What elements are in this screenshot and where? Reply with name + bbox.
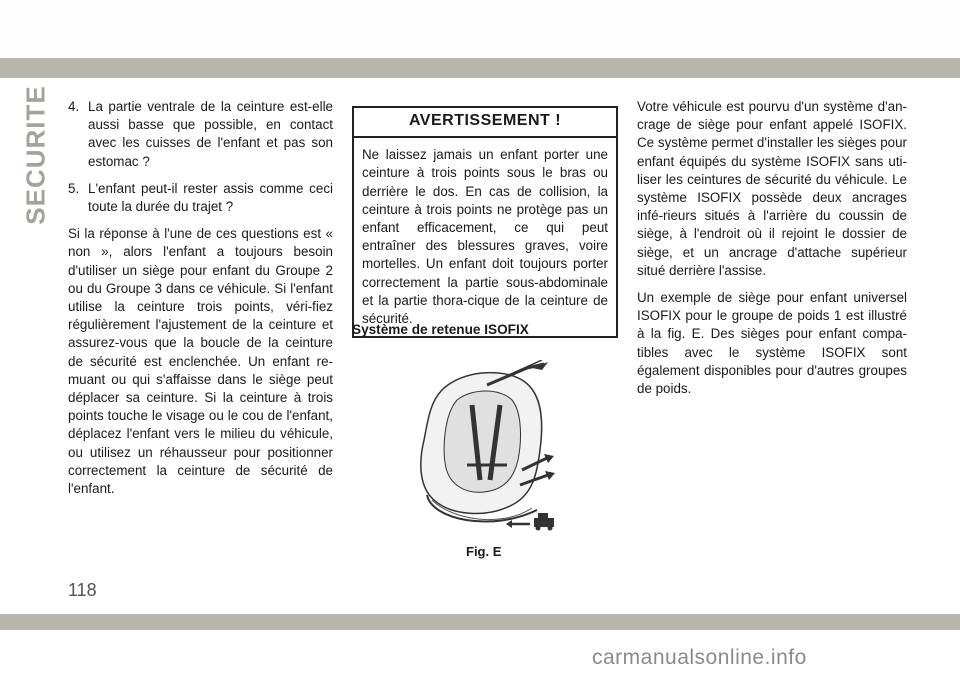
section-tab xyxy=(16,85,56,225)
list-item-5 xyxy=(68,180,333,216)
body-paragraph: Si la réponse à l'une de ces questions est « non », alors l'enfant a toujours besoin d'utiliser un siège pour enfant du Groupe 2 ou du Groupe 3 dans ce véhicule. Si l'enfant utilise la ceinture trois points, véri-fiez régulièrement l'ajustement de la ceinture et assurez-vous que la boucle de la ceinture de sécurité est enclenchée. Un enfant re-muant ou qui s'affaisse dans le siège peut déplacer sa ceinture. Si la ceinture à trois points touche le visage ou le cou de l'enfant, déplacez l'enfant vers le milieu du véhicule, ou utilisez un réhausseur pour positionner correctement la ceinture de sécurité de l'enfant. xyxy=(68,226,333,497)
body-paragraph: Votre véhicule est pourvu d'un système d'an-crage de siège pour enfant appelé ISOFIX. Ce système permet d'installer les sièges pour enfant équipés du système ISOFIX sans uti-liser les ceintures de sécurité du véhicule. Le système ISOFIX possède deux ancrages infé-rieurs situés à l'arrière du coussin de siège, à l'endroit où il rejoint le dossier de siège, et un ancrage d'attache supérieur situé derrière l'assise. xyxy=(637,99,907,278)
isofix-seat-illustration xyxy=(372,360,604,538)
list-text: La partie ventrale de la ceinture est-elle aussi basse que possible, en contact avec les cuisses de l'enfant et pas son estomac ? xyxy=(88,99,333,169)
list-number: 4. xyxy=(68,99,80,114)
column-left xyxy=(68,98,333,507)
warning-box xyxy=(352,106,618,338)
list-text: L'enfant peut-il rester assis comme ceci toute la durée du trajet ? xyxy=(88,180,333,215)
section-subheading: Système de retenue ISOFIX xyxy=(352,322,529,337)
child-seat-drawing xyxy=(372,360,604,538)
header-stripe xyxy=(0,58,960,78)
top-margin xyxy=(0,0,960,58)
column-middle xyxy=(352,100,618,338)
page-number: 118 xyxy=(68,580,97,600)
watermark: carmanualsonline.info xyxy=(592,646,807,669)
section-label: SECURITE xyxy=(20,85,51,225)
column-right xyxy=(637,98,907,407)
list-number: 5. xyxy=(68,180,80,196)
body-paragraph: Un exemple de siège pour enfant universel ISOFIX pour le groupe de poids 1 est illustré à la fig. E. Des sièges pour enfant compa-tibles avec le système ISOFIX sont également disponibles pour d'autres groupes de poids. xyxy=(637,290,907,397)
figure-caption: Fig. E xyxy=(466,544,502,559)
warning-title: AVERTISSEMENT ! xyxy=(354,108,616,138)
list-item-4 xyxy=(68,98,333,171)
footer-stripe xyxy=(0,614,960,630)
warning-text: Ne laissez jamais un enfant porter une ceinture à trois points sous le bras ou derrière le dos. En cas de collision, la ceinture à trois points ne protège pas un enfant efficacement, ce qui peut entraîner des blessures graves, voire mortelles. Un enfant doit toujours porter correctement la partie sous-abdominale et la partie thora-cique de la ceinture de sécurité. xyxy=(362,147,608,327)
